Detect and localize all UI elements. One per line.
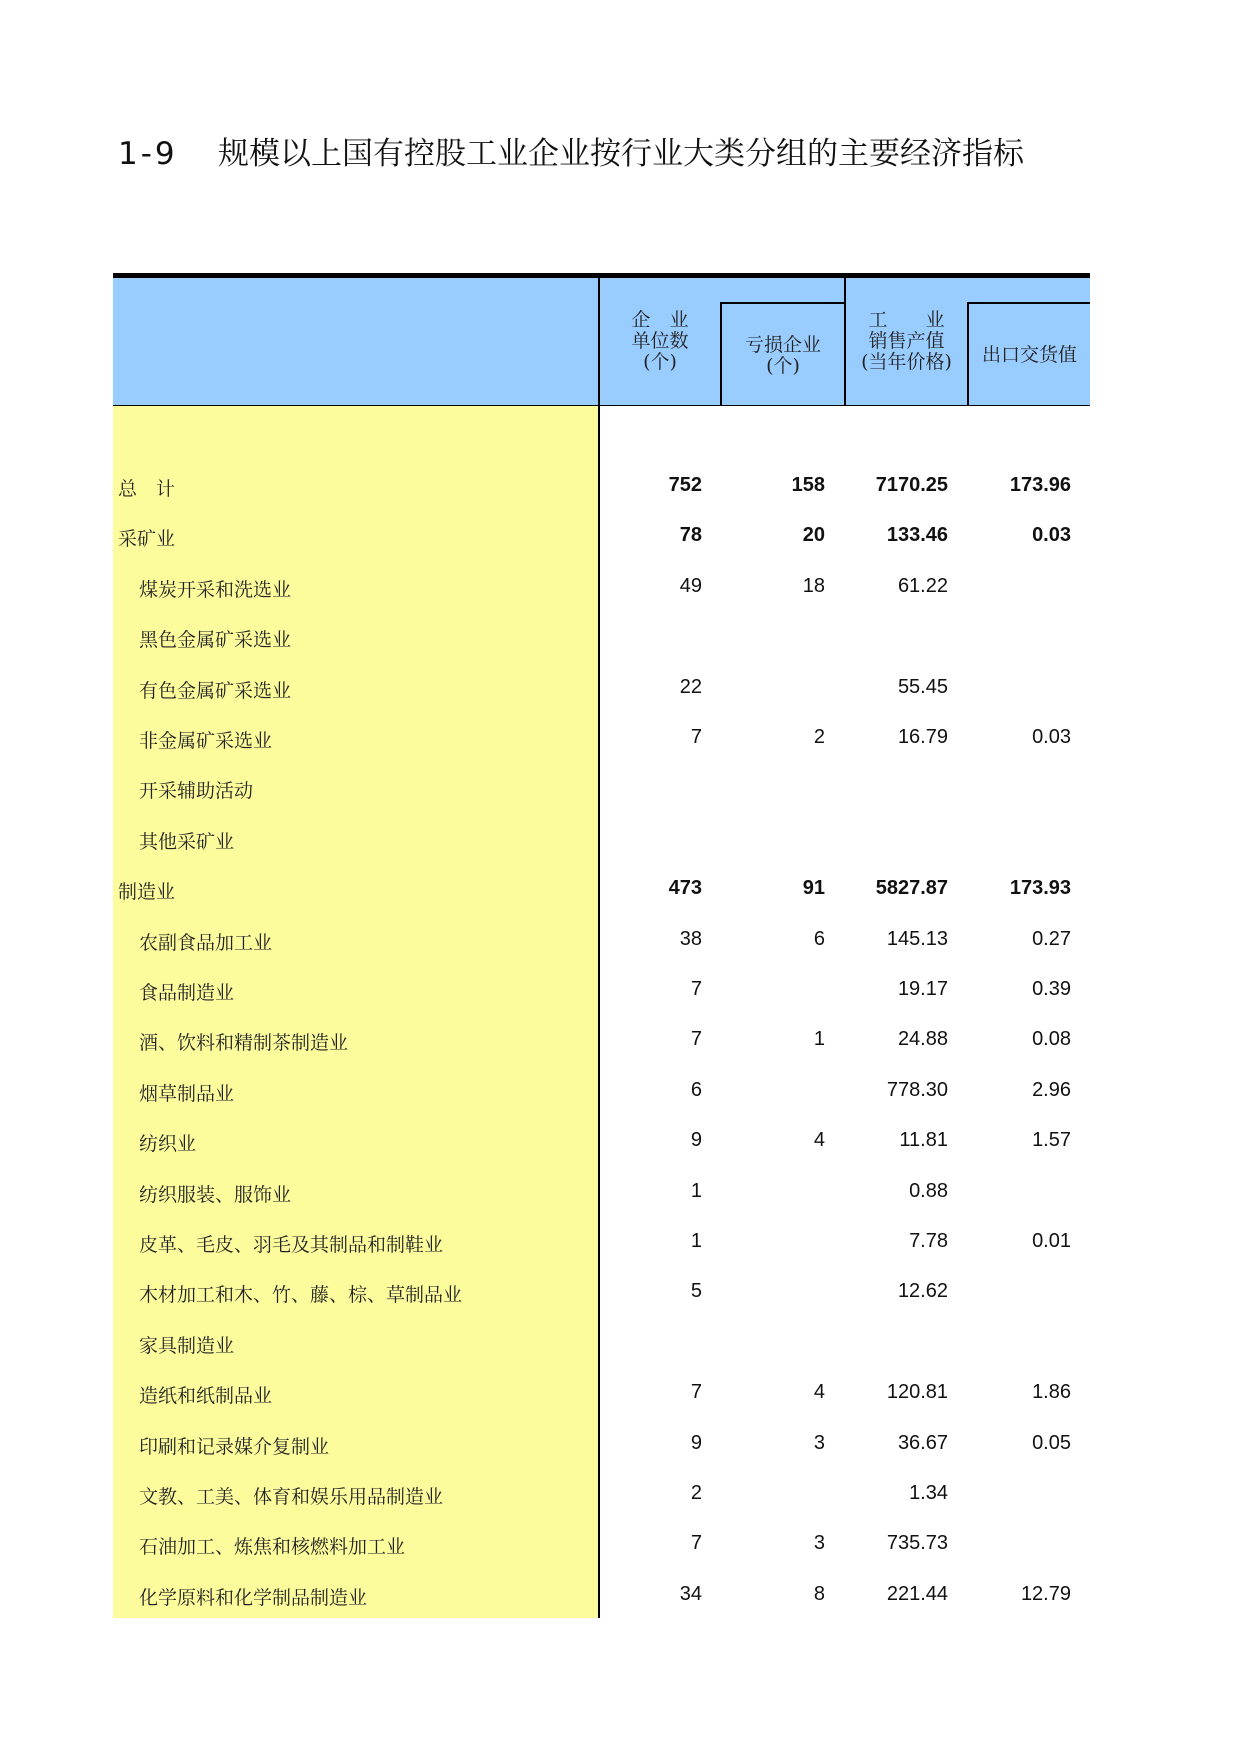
cell-value: 24.88 (897, 1028, 948, 1051)
cell-value: 22 (679, 675, 702, 698)
cell-value: 8 (813, 1582, 825, 1605)
table-row (113, 1266, 1090, 1316)
cell-value: 173.93 (1009, 877, 1071, 900)
row-label: 酒、饮料和精制茶制造业 (139, 1032, 349, 1055)
row-label: 印刷和记录媒介复制业 (139, 1435, 330, 1458)
table-row (113, 762, 1090, 812)
cell-value: 7170.25 (875, 474, 948, 496)
cell-value: 34 (679, 1582, 702, 1605)
table-row (113, 1569, 1090, 1619)
row-label: 化学原料和化学制品制造业 (139, 1586, 368, 1609)
row-label: 石油加工、炼焦和核燃料加工业 (139, 1536, 406, 1559)
cell-value: 3 (813, 1532, 825, 1555)
table-row (113, 510, 1090, 560)
header-enterprises: 企 业 单位数 (个) (631, 309, 689, 373)
row-label: 制造业 (118, 881, 176, 904)
row-label: 烟草制品业 (139, 1082, 235, 1105)
table-row (113, 1216, 1090, 1266)
row-label: 有色金属矿采选业 (139, 679, 292, 702)
cell-value: 0.27 (1032, 927, 1071, 950)
row-label: 文教、工美、体育和娱乐用品制造业 (139, 1486, 444, 1508)
page-title (118, 128, 1024, 173)
cell-value: 0.05 (1032, 1431, 1071, 1454)
row-label: 家具制造业 (139, 1334, 235, 1357)
row-label: 木材加工和木、竹、藤、棕、草制品业 (139, 1284, 463, 1307)
row-label: 采矿业 (118, 528, 176, 551)
table-row (113, 914, 1090, 964)
cell-value: 221.44 (886, 1582, 948, 1605)
table-row (113, 460, 1090, 510)
cell-value: 7 (690, 1532, 702, 1555)
table-row (113, 1166, 1090, 1216)
cell-value: 3 (813, 1431, 825, 1454)
header-sales-value: 工 业 销售产值 (当年价格) (861, 309, 952, 373)
cell-value: 36.67 (897, 1431, 948, 1454)
table-row (113, 662, 1090, 712)
cell-value: 173.96 (1009, 474, 1071, 496)
table-row (113, 561, 1090, 611)
cell-value: 4 (813, 1129, 825, 1152)
cell-value: 2 (813, 726, 825, 748)
title-text: 规模以上国有控股工业企业按行业大类分组的主要经济指标 (218, 136, 1024, 172)
cell-value: 0.08 (1032, 1028, 1071, 1051)
cell-value: 0.01 (1032, 1230, 1071, 1252)
cell-value: 735.73 (886, 1532, 948, 1555)
cell-value: 20 (802, 524, 825, 547)
cell-value: 133.46 (886, 524, 948, 547)
cell-value: 7 (690, 1381, 702, 1404)
cell-value: 1 (690, 1179, 702, 1202)
row-label: 其他采矿业 (139, 830, 235, 853)
cell-value: 1.57 (1032, 1129, 1071, 1152)
cell-value: 1.86 (1032, 1381, 1071, 1404)
cell-value: 5 (690, 1280, 702, 1303)
cell-value: 61.22 (897, 574, 948, 597)
table-row (113, 1115, 1090, 1165)
cell-value: 0.03 (1032, 726, 1071, 748)
cell-value: 1 (813, 1028, 825, 1051)
cell-value: 49 (679, 574, 702, 597)
row-label: 农副食品加工业 (139, 931, 273, 954)
row-label: 非金属矿采选业 (139, 730, 273, 752)
row-label: 纺织业 (139, 1133, 197, 1156)
cell-value: 55.45 (897, 675, 948, 698)
cell-value: 9 (690, 1431, 702, 1454)
row-label: 造纸和纸制品业 (139, 1385, 273, 1408)
table-row (113, 1468, 1090, 1518)
table-row (113, 964, 1090, 1014)
table-row (113, 1317, 1090, 1367)
cell-value: 12.62 (897, 1280, 948, 1303)
table-row (113, 611, 1090, 661)
header-export-value: 出口交货值 (981, 344, 1077, 366)
cell-value: 7.78 (909, 1230, 948, 1252)
row-label: 食品制造业 (139, 982, 235, 1004)
row-label: 煤炭开采和洗选业 (139, 578, 292, 601)
cell-value: 4 (813, 1381, 825, 1404)
cell-value: 145.13 (886, 927, 948, 950)
row-label: 总 计 (118, 478, 176, 500)
cell-value: 0.03 (1032, 524, 1071, 547)
cell-value: 120.81 (886, 1381, 948, 1404)
row-label: 黑色金属矿采选业 (139, 629, 292, 652)
table-row (113, 1518, 1090, 1568)
cell-value: 778.30 (886, 1078, 948, 1101)
cell-value: 91 (802, 877, 825, 900)
cell-value: 7 (690, 978, 702, 1000)
cell-value: 7 (690, 1028, 702, 1051)
cell-value: 473 (668, 877, 702, 900)
cell-value: 78 (679, 524, 702, 547)
row-label: 开采辅助活动 (139, 780, 254, 803)
cell-value: 752 (668, 474, 702, 496)
table-row (113, 712, 1090, 762)
cell-value: 38 (679, 927, 702, 950)
cell-value: 7 (690, 726, 702, 748)
cell-value: 2.96 (1032, 1078, 1071, 1101)
table-row (113, 863, 1090, 913)
cell-value: 12.79 (1020, 1582, 1071, 1605)
table-row (113, 1014, 1090, 1064)
cell-value: 5827.87 (875, 877, 948, 900)
cell-value: 1 (690, 1230, 702, 1252)
cell-value: 6 (690, 1078, 702, 1101)
cell-value: 16.79 (897, 726, 948, 748)
cell-value: 1.34 (909, 1482, 948, 1504)
row-label: 皮革、毛皮、羽毛及其制品和制鞋业 (139, 1234, 444, 1256)
table-row (113, 813, 1090, 863)
cell-value: 18 (802, 574, 825, 597)
row-label: 纺织服装、服饰业 (139, 1183, 292, 1206)
table-row (113, 1065, 1090, 1115)
table-row (113, 1418, 1090, 1468)
cell-value: 11.81 (899, 1129, 948, 1152)
header-loss-enterprises: 亏损企业 (个) (744, 334, 821, 377)
cell-value: 6 (813, 927, 825, 950)
cell-value: 0.39 (1032, 978, 1071, 1000)
table-row (113, 1367, 1090, 1417)
cell-value: 2 (690, 1482, 702, 1504)
table-number: 1-9 (118, 136, 178, 172)
cell-value: 0.88 (909, 1179, 948, 1202)
cell-value: 158 (791, 474, 825, 496)
cell-value: 9 (690, 1129, 702, 1152)
cell-value: 19.17 (897, 978, 948, 1000)
